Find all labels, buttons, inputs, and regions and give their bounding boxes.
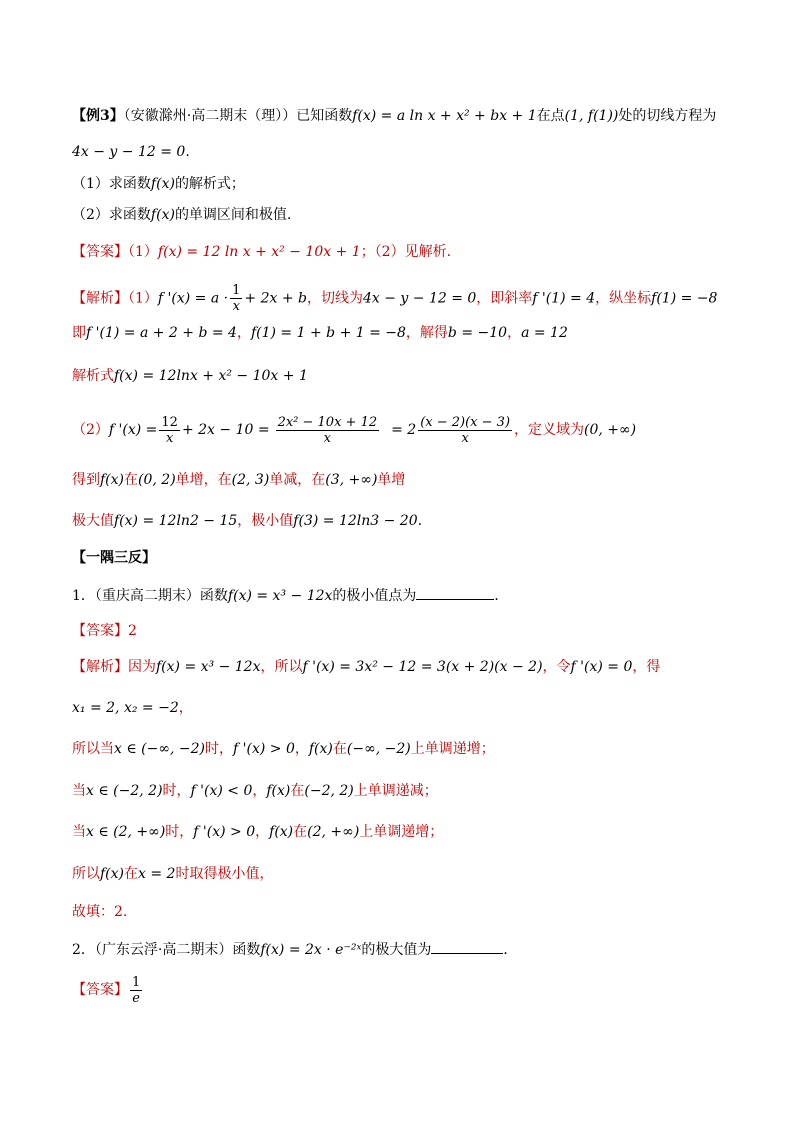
frac-num: 2x² − 10x + 12 — [277, 414, 378, 430]
analysis-text: ， — [507, 325, 522, 341]
fx-expr: f(x) — [269, 824, 294, 840]
tangent-expr: 4x − y − 12 = 0 — [362, 290, 477, 307]
answer-label: 【答案】 — [72, 982, 128, 998]
frac-den: x — [323, 430, 331, 446]
eq-expr: + 2x − 10 = — [181, 422, 270, 438]
interval-expr: (0, 2) — [138, 472, 176, 488]
analysis-line-6 — [72, 511, 734, 531]
domain-expr: (0, +∞) — [584, 422, 637, 438]
stem-text: 处的切线方程为 — [618, 108, 717, 124]
fx-expr: f(x) — [100, 472, 125, 488]
fraction-factored-over-x — [418, 415, 512, 446]
analysis-text: 单增，在 — [175, 472, 232, 488]
problem-number: 1． — [72, 588, 95, 604]
problem-number: 2． — [72, 942, 95, 958]
analysis-text: （2） — [72, 422, 109, 438]
analysis-text: 在 — [124, 472, 139, 488]
analysis-text: ，切线为 — [306, 290, 363, 307]
frac-num: 12 — [161, 414, 178, 430]
answer-blank[interactable] — [431, 939, 503, 954]
stem-text: 已知函数 — [296, 108, 353, 124]
derivative-expr: f '(x) = 3x² − 12 = 3(x + 2)(x − 2) — [302, 659, 543, 675]
problem-1-solution-1 — [72, 657, 734, 677]
frac-num: 1 — [232, 283, 241, 298]
analysis-text: 所以 — [72, 866, 100, 882]
func-expr: f(x) = x³ − 12x — [156, 659, 261, 675]
question-1 — [72, 174, 734, 194]
problem-1-answer — [72, 621, 734, 641]
analysis-text: 得到 — [72, 472, 100, 488]
interval-expr: (2, 3) — [231, 472, 270, 488]
problem-2-answer — [72, 972, 734, 1010]
answer-line — [72, 242, 734, 262]
eq-expr: f '(x) = — [108, 422, 158, 438]
analysis-label: 【解析】 — [72, 659, 128, 675]
analysis-text: . — [417, 513, 423, 529]
analysis-text: 所以当 — [72, 741, 114, 757]
question-2 — [72, 205, 734, 225]
frac-num: 1 — [132, 974, 141, 990]
fraction-1-over-e — [130, 975, 142, 1006]
analysis-text: 时， — [165, 824, 194, 840]
answer-expr: f(x) = 12 ln x + x² − 10x + 1 — [157, 244, 361, 260]
problem-1-solution-3 — [72, 739, 734, 759]
problem-1-stem — [72, 585, 734, 606]
section-title: 【一隅三反】 — [72, 550, 156, 566]
interval-expr: (−∞, −2) — [346, 741, 411, 757]
analysis-text: ， — [294, 741, 309, 757]
max-expr: f(x) = 12ln2 − 15 — [114, 513, 238, 529]
min-expr: f(3) = 12ln3 − 20 — [293, 513, 418, 529]
analysis-text: ，解得 — [405, 325, 448, 341]
problem-text: 函数 — [232, 942, 261, 958]
analysis-line-2 — [72, 323, 734, 343]
derivative-expr: f '(x) > 0 — [193, 824, 256, 840]
analysis-text: 当 — [72, 824, 86, 840]
interval-expr: x ∈ (−2, 2) — [86, 783, 163, 799]
fraction-12-over-x — [159, 415, 180, 446]
answer-blank[interactable] — [416, 585, 494, 600]
answer-value: 2 — [128, 623, 137, 639]
fraction-1-over-x — [230, 283, 242, 314]
derivative-expr: f '(x) < 0 — [190, 783, 253, 799]
answer-label: 【答案】 — [72, 623, 128, 639]
analysis-text: 上单调递增； — [410, 741, 495, 757]
analysis-text: ， — [255, 824, 270, 840]
x-expr: x = 2 — [138, 866, 176, 882]
y-expr: f(1) = −8 — [651, 290, 718, 307]
q2-fx: f(x) — [150, 207, 175, 223]
function-expr: f(x) = a ln x + x² + bx + 1 — [352, 108, 537, 124]
eq-expr: a = 12 — [521, 325, 568, 341]
analysis-text: 极大值 — [72, 513, 114, 529]
analysis-text: 解析式 — [72, 368, 114, 384]
problem-1-solution-6 — [72, 864, 734, 884]
analysis-text: ，定义域为 — [514, 422, 585, 438]
analysis-text: ， — [236, 325, 251, 341]
problem-text: 函数 — [199, 588, 228, 604]
problem-1-solution-7: 故填：2. — [72, 904, 128, 920]
analysis-line-3 — [72, 366, 734, 386]
fx-expr: f(x) — [100, 866, 125, 882]
analysis-text: 单减，在 — [269, 472, 326, 488]
example-source: （安徽滁州·高二期末（理）） — [123, 108, 297, 124]
analysis-text: 时， — [162, 783, 191, 799]
analysis-line-5 — [72, 470, 734, 490]
interval-expr: (2, +∞) — [307, 824, 360, 840]
problem-text: ． — [494, 588, 509, 604]
q1-text: （1）求函数 — [72, 176, 151, 192]
tangent-expr: 4x − y − 12 = 0 — [72, 144, 186, 160]
derivative-zero: f '(x) = 0 — [570, 659, 633, 675]
frac-den: x — [166, 430, 174, 446]
eq-expr: f(x) = 12lnx + x² − 10x + 1 — [114, 368, 308, 384]
slope-expr: f '(1) = 4 — [532, 290, 596, 307]
problem-text: 的极小值点为 — [332, 588, 417, 604]
example-stem-line — [72, 106, 734, 126]
derivative-expr: f '(x) > 0 — [233, 741, 295, 757]
q2-post: 的单调区间和极值. — [174, 207, 292, 223]
example-label: 【例3】 — [72, 108, 124, 124]
derivative-expr: f '(x) = a · — [157, 290, 229, 307]
analysis-text: 上单调递减； — [353, 783, 438, 799]
analysis-text: ，得 — [632, 659, 661, 675]
eq-expr: b = −10 — [447, 325, 508, 341]
analysis-text: ， — [178, 700, 193, 716]
analysis-text: （1） — [128, 290, 158, 307]
problem-1-solution-5 — [72, 822, 734, 842]
eq-expr: = 2 — [391, 422, 417, 438]
analysis-text: ， — [252, 783, 267, 799]
analysis-line-4 — [72, 413, 734, 447]
frac-den: e — [132, 990, 140, 1006]
interval-expr: (3, +∞) — [325, 472, 378, 488]
analysis-text: 时， — [205, 741, 234, 757]
analysis-text: ，令 — [542, 659, 571, 675]
analysis-line-1 — [72, 283, 734, 314]
analysis-text: ，所以 — [260, 659, 303, 675]
q2-text: （2）求函数 — [72, 207, 151, 223]
problem-text: ． — [503, 942, 518, 958]
point-expr: (1, f(1)) — [564, 108, 619, 124]
fx-expr: f(x) — [308, 741, 333, 757]
analysis-text: 时取得极小值， — [175, 866, 274, 882]
problem-2-stem — [72, 939, 734, 960]
analysis-text: 当 — [72, 783, 86, 799]
q1-post: 的解析式； — [174, 176, 245, 192]
tangent-line: 4x − y − 12 = 0. — [72, 144, 190, 160]
problem-source: （重庆高二期末） — [94, 588, 200, 604]
interval-expr: x ∈ (−∞, −2) — [114, 741, 206, 757]
analysis-text: ，即斜率 — [476, 290, 533, 307]
problem-1-solution-2 — [72, 698, 734, 718]
answer-part2: ；（2）见解析. — [360, 244, 452, 260]
analysis-text: 即 — [72, 325, 86, 341]
fx-expr: f(x) — [266, 783, 291, 799]
analysis-text: ，极小值 — [237, 513, 294, 529]
frac-den: x — [232, 299, 240, 314]
problem-1-solution-4 — [72, 781, 734, 801]
problem-text: 的极大值为 — [361, 942, 432, 958]
problem-func: f(x) = 2x · e⁻²ˣ — [260, 942, 362, 958]
answer-label: 【答案】 — [72, 244, 128, 260]
eq-expr: f '(1) = a + 2 + b = 4 — [86, 325, 237, 341]
q1-fx: f(x) — [150, 176, 175, 192]
interval-expr: (−2, 2) — [304, 783, 354, 799]
analysis-text: 在 — [290, 783, 305, 799]
analysis-text: 在 — [332, 741, 347, 757]
analysis-text: 因为 — [128, 659, 156, 675]
analysis-text: 在 — [293, 824, 308, 840]
analysis-text: ，纵坐标 — [595, 290, 652, 307]
problem-func: f(x) = x³ − 12x — [227, 588, 333, 604]
analysis-text: 上单调递增； — [359, 824, 444, 840]
stem-text: 在点 — [536, 108, 565, 124]
derivative-rest: + 2x + b — [244, 290, 307, 307]
roots-expr: x₁ = 2, x₂ = −2 — [72, 700, 179, 716]
problem-source: （广东云浮·高二期末） — [94, 942, 233, 958]
frac-num: (x − 2)(x − 3) — [420, 414, 511, 430]
eq-expr: f(1) = 1 + b + 1 = −8 — [250, 325, 406, 341]
fraction-quadratic-over-x — [276, 415, 380, 446]
interval-expr: x ∈ (2, +∞) — [86, 824, 166, 840]
analysis-text: 在 — [124, 866, 139, 882]
analysis-label: 【解析】 — [72, 290, 128, 307]
frac-den: x — [461, 430, 469, 446]
answer-part1: （1） — [128, 244, 158, 260]
analysis-text: 单增 — [377, 472, 406, 488]
